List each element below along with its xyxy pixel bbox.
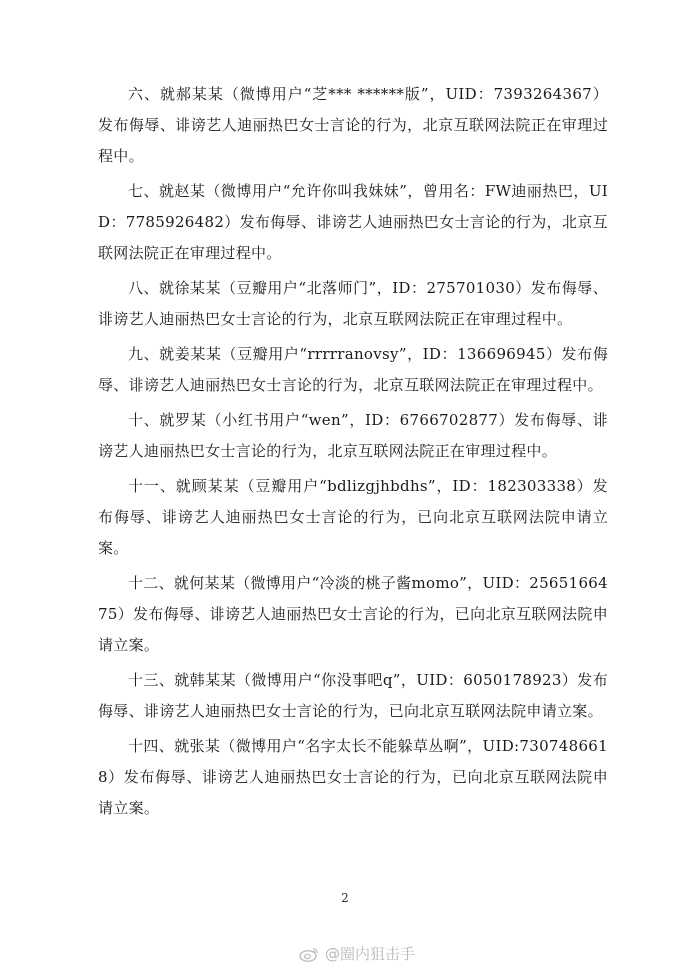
paragraph-item-11: 十一、就顾某某（豆瓣用户“bdlizgjhbdhs”，ID：182303338）发布侮辱、诽谤艺人迪丽热巴女士言论的行为，已向北京互联网法院申请立案。	[98, 477, 608, 557]
paragraph-item-7: 七、就赵某（微博用户“允许你叫我妹妹”，曾用名：FW迪丽热巴，UID：7785926482）发布侮辱、诽谤艺人迪丽热巴女士言论的行为，北京互联网法院正在审理过程中。	[98, 182, 608, 262]
paragraph-item-8: 八、就徐某某（豆瓣用户“北落师门”，ID：275701030）发布侮辱、诽谤艺人迪丽热巴女士言论的行为，北京互联网法院正在审理过程中。	[98, 279, 608, 328]
weibo-icon	[299, 946, 319, 962]
document-body	[98, 79, 608, 828]
paragraph-item-10: 十、就罗某（小红书用户“wen”，ID：6766702877）发布侮辱、诽谤艺人迪丽热巴女士言论的行为，北京互联网法院正在审理过程中。	[98, 411, 608, 460]
paragraph-item-13: 十三、就韩某某（微博用户“你没事吧q”，UID：6050178923）发布侮辱、诽谤艺人迪丽热巴女士言论的行为，已向北京互联网法院申请立案。	[98, 671, 608, 720]
paragraph-item-9: 九、就姜某某（豆瓣用户“rrrrranovsy”，ID：136696945）发布侮辱、诽谤艺人迪丽热巴女士言论的行为，北京互联网法院正在审理过程中。	[98, 345, 608, 394]
paragraph-item-12: 十二、就何某某（微博用户“冷淡的桃子酱momo”，UID：2565166475）发布侮辱、诽谤艺人迪丽热巴女士言论的行为，已向北京互联网法院申请立案。	[98, 574, 608, 654]
watermark	[299, 943, 415, 964]
page-number: 2	[341, 891, 349, 905]
watermark-text: @圈内狙击手	[325, 945, 416, 963]
paragraph-item-6: 六、就郝某某（微博用户“芝*** ******版”，UID：7393264367）发布侮辱、诽谤艺人迪丽热巴女士言论的行为，北京互联网法院正在审理过程中。	[98, 85, 608, 165]
paragraph-item-14: 十四、就张某（微博用户“名字太长不能躲草丛啊”，UID:7307486618）发布侮辱、诽谤艺人迪丽热巴女士言论的行为，已向北京互联网法院申请立案。	[98, 737, 608, 817]
